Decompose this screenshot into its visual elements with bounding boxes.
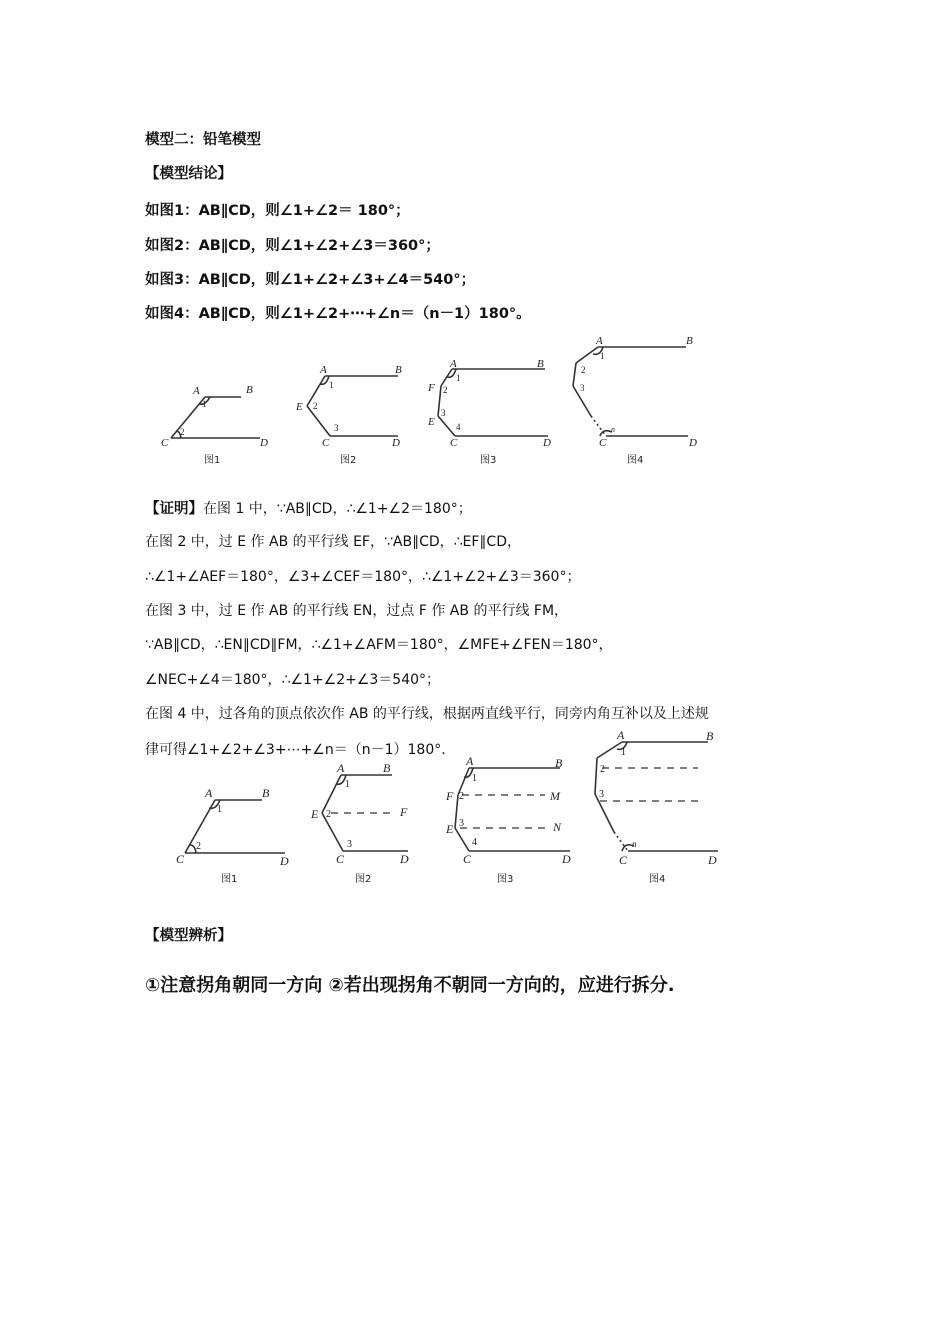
analysis-text: ①注意拐角朝同一方向 ②若出现拐角不朝同一方向的，应进行拆分. (145, 975, 675, 996)
caption-fig1: 图1 (204, 455, 221, 465)
conclusion-line-4: 如图4：AB∥CD，则∠1+∠2+⋯+∠n＝（n－1）180°。 (145, 306, 531, 322)
label-D: D (689, 437, 697, 449)
label-N: N (553, 820, 562, 834)
label-D: D (392, 437, 400, 449)
label-C: C (161, 437, 169, 449)
conclusion-title: 【模型结论】 (145, 166, 232, 182)
figure-3-top (427, 358, 551, 465)
label-B: B (706, 729, 714, 743)
proof-paragraph-8: 律可得∠1+∠2+∠3+⋯+∠n＝（n－1）180°. (145, 742, 446, 758)
label-C: C (336, 852, 345, 866)
caption-fig2: 图2 (340, 455, 357, 465)
figure-1-bottom (176, 786, 289, 885)
label-B: B (555, 756, 563, 770)
angle-1: 1 (329, 380, 334, 390)
figures-top (0, 335, 950, 465)
conclusion-line-3: 如图3：AB∥CD，则∠1+∠2+∠3+∠4＝540°； (145, 272, 476, 288)
label-n: n (632, 839, 637, 849)
label-B: B (262, 786, 270, 800)
angle-3: 3 (347, 839, 352, 850)
label-D: D (400, 852, 409, 866)
angle-1: 1 (600, 351, 605, 361)
label-E: E (428, 416, 435, 428)
angle-1: 1 (472, 773, 477, 784)
label-A: A (450, 358, 457, 370)
angle-1: 1 (345, 779, 350, 790)
proof-paragraph-3: ∴∠1+∠AEF＝180°，∠3+∠CEF＝180°，∴∠1+∠2+∠3＝360°； (145, 569, 581, 585)
label-C: C (322, 437, 330, 449)
proof-paragraph-6: ∠NEC+∠4＝180°，∴∠1+∠2+∠3＝540°； (145, 672, 441, 688)
label-D: D (260, 437, 268, 449)
label-E: E (296, 401, 303, 413)
proof-paragraph-2: 在图 2 中，过 E 作 AB 的平行线 EF，∵AB∥CD，∴EF∥CD， (145, 534, 521, 550)
label-E: E (311, 807, 319, 821)
angle-2: 2 (326, 809, 331, 820)
label-C: C (599, 437, 607, 449)
angle-2: 2 (600, 764, 605, 775)
angle-4: 4 (456, 422, 461, 432)
angle-1: 1 (217, 804, 222, 815)
label-D: D (708, 853, 717, 867)
label-B: B (246, 384, 253, 396)
label-F: F (446, 789, 454, 803)
figure-3-bottom (445, 754, 571, 885)
caption-fig4: 图4 (627, 455, 644, 465)
label-M: M (550, 789, 560, 803)
caption-fig4: 图4 (649, 874, 666, 885)
proof-paragraph-5: ∵AB∥CD，∴EN∥CD∥FM，∴∠1+∠AFM＝180°，∠MFE+∠FEN＝180°， (145, 637, 613, 653)
conclusion-line-2: 如图2：AB∥CD，则∠1+∠2+∠3＝360°； (145, 238, 440, 254)
label-A: A (337, 761, 345, 775)
angle-4: 4 (472, 837, 477, 848)
proof-paragraph-1: 【证明】在图 1 中，∵AB∥CD，∴∠1+∠2＝180°； (145, 501, 472, 517)
angle-3: 3 (459, 818, 464, 829)
label-A: A (596, 335, 603, 347)
proof-paragraph-4: 在图 3 中，过 E 作 AB 的平行线 EN，过点 F 作 AB 的平行线 FM， (145, 603, 569, 619)
label-B: B (537, 358, 544, 370)
angle-2: 2 (196, 841, 201, 852)
label-n: n (611, 425, 615, 434)
label-A: A (466, 754, 474, 768)
label-A: A (617, 728, 625, 742)
proof-title: 【证明】 (145, 501, 203, 517)
angle-2: 2 (459, 791, 464, 802)
label-B: B (395, 364, 402, 376)
label-A: A (193, 385, 200, 397)
label-C: C (176, 852, 185, 866)
figure-1-top (161, 384, 268, 465)
label-C: C (619, 853, 628, 867)
label-A: A (320, 364, 327, 376)
label-C: C (450, 437, 458, 449)
angle-1: 1 (621, 747, 626, 758)
proof-paragraph-7: 在图 4 中，过各角的顶点依次作 AB 的平行线，根据两直线平行，同旁内角互补以及上述规 (145, 706, 709, 722)
angle-3: 3 (599, 789, 604, 800)
caption-fig1: 图1 (221, 874, 238, 885)
angle-1: 1 (456, 373, 461, 383)
label-A: A (205, 786, 213, 800)
label-D: D (543, 437, 551, 449)
angle-2: 2 (581, 365, 586, 375)
conclusion-line-1: 如图1：AB∥CD，则∠1+∠2＝ 180°； (145, 203, 410, 219)
angle-3: 3 (580, 383, 585, 393)
label-E: E (446, 822, 454, 836)
label-D: D (562, 852, 571, 866)
label-B: B (383, 761, 391, 775)
figure-4-bottom (595, 728, 718, 885)
section-heading: 模型二：铅笔模型 (145, 132, 261, 148)
figure-2-top (295, 364, 402, 465)
caption-fig2: 图2 (355, 874, 372, 885)
caption-fig3: 图3 (480, 455, 497, 465)
angle-1: 1 (202, 399, 207, 409)
analysis-title: 【模型辨析】 (145, 928, 232, 944)
label-B: B (686, 335, 693, 347)
label-D: D (280, 854, 289, 868)
caption-fig3: 图3 (497, 874, 514, 885)
figure-2-bottom (310, 761, 409, 885)
angle-3: 3 (334, 423, 339, 433)
figures-bottom (0, 726, 950, 886)
label-F: F (400, 805, 408, 819)
angle-2: 2 (313, 401, 318, 411)
figure-4-top (573, 335, 697, 465)
angle-2: 2 (443, 385, 448, 395)
angle-3: 3 (441, 408, 446, 418)
label-F: F (428, 382, 435, 394)
angle-2: 2 (180, 427, 185, 437)
label-C: C (463, 852, 472, 866)
